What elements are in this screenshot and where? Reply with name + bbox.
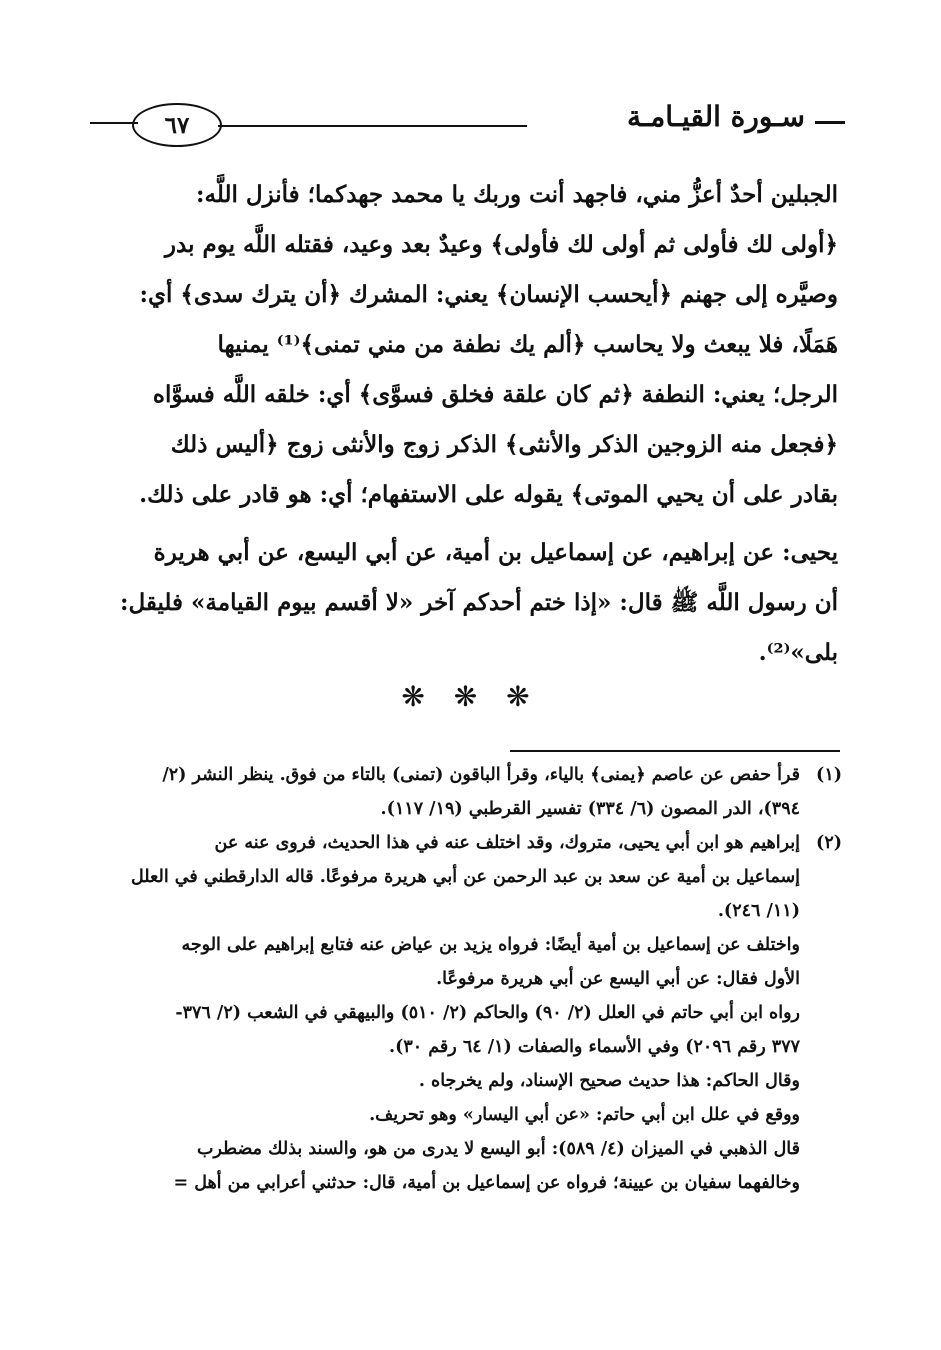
page-header [90, 78, 845, 178]
header-rule-left [90, 122, 138, 124]
text-line: هَمَلًا، فلا يبعث ولا يحاسب ﴿ألم يك نطفة من مني تمنى﴾⁽¹⁾ يمنيها [217, 331, 838, 358]
text-line: الجبلين أحدٌ أعزُّ مني، فاجهد أنت وربك يا محمد جهدكما؛ فأنزل اللَّه: [196, 181, 838, 208]
footnote-2 [100, 826, 842, 928]
header-rule [218, 125, 527, 127]
text-line: ﴿أولى لك فأولى ثم أولى لك فأولى﴾ وعيدٌ بعد وعيد، فقتله اللَّه يوم بدر [164, 231, 838, 258]
text-line: وصيَّره إلى جهنم ﴿أيحسب الإنسان﴾ يعني: المشرك ﴿أن يترك سدى﴾ أي: [139, 281, 838, 308]
footnote-line: ٣٩٤)، الدر المصون (٦/ ٣٣٤) تفسير القرطبي (١٩/ ١١٧). [380, 799, 800, 819]
text-line: ﴿فجعل منه الزوجين الذكر والأنثى﴾ الذكر زوج والأنثى زوج ﴿أليس ذلك [170, 431, 838, 458]
page-number: ٦٧ [132, 103, 222, 147]
text-line: أن رسول اللَّه ﷺ قال: «إذا ختم أحدكم آخر «لا أقسم بيوم القيامة» فليقل: [119, 589, 838, 616]
text-line [100, 528, 838, 578]
text-line: بلى»⁽²⁾. [758, 639, 838, 666]
footnote-line: ووقع في علل ابن أبي حاتم: «عن أبي اليسار» وهو تحريف. [369, 1105, 800, 1125]
footnote-line: إبراهيم هو ابن أبي يحيى، متروك، وقد اختلف عنه في هذا الحديث، فروى عنه عن [214, 833, 800, 853]
section-separator: ❋ ❋ ❋ [401, 680, 540, 713]
hadith-text: عن إبراهيم، عن إسماعيل بن أمية، عن أبي اليسع، عن أبي هريرة [153, 539, 783, 566]
header-dash [815, 121, 845, 124]
footnote-line: (١١/ ٢٤٦). [717, 901, 800, 921]
footnote-number: (١) [816, 765, 842, 785]
footnote-line: الأول فقال: عن أبي اليسع عن أبي هريرة مرفوعًا. [436, 969, 800, 989]
text-line: بقادر على أن يحيي الموتى﴾ يقوله على الاستفهام؛ أي: هو قادر على ذلك. [139, 481, 838, 508]
footnote-1 [100, 758, 842, 826]
footnote-line: قرأ حفص عن عاصم ﴿يمنى﴾ بالياء، وقرأ الباقون (تمنى) بالتاء من فوق. ينظر النشر (٢/ [162, 765, 800, 785]
footnote-line: وقال الحاكم: هذا حديث صحيح الإسناد، ولم يخرجاه . [418, 1071, 800, 1091]
footnote-line: واختلف عن إسماعيل بن أمية أيضًا: فرواه يزيد بن عياض عنه فتابع إبراهيم على الوجه [181, 935, 800, 955]
surah-title: سـورة القيـامـة [627, 100, 805, 133]
tafsir-paragraph [100, 170, 838, 520]
footnote-line: وخالفهما سفيان بن عيينة؛ فرواه عن إسماعيل بن أمية، قال: حدثني أعرابي من أهل = [173, 1173, 800, 1193]
text-line: الرجل؛ يعني: النطفة ﴿ثم كان علقة فخلق فسوَّى﴾ أي: خلقه اللَّه فسوَّاه [152, 381, 838, 408]
footnote-body [100, 758, 800, 826]
speaker-label: يحيى: [782, 539, 838, 566]
main-text [100, 170, 838, 678]
footnote-number: (٢) [816, 833, 842, 853]
hadith-paragraph [100, 528, 838, 678]
footnote-body [100, 826, 800, 928]
footnote-line: رواه ابن أبي حاتم في العلل (٢/ ٩٠) والحاكم (٢/ ٥١٠) والبيهقي في الشعب (٢/ ٣٧٦- [175, 1003, 800, 1023]
footnotes [100, 758, 842, 1200]
footnote-rule [510, 750, 840, 752]
footnote-line: قال الذهبي في الميزان (٤/ ٥٨٩): أبو اليسع لا يدرى من هو، والسند بذلك مضطرب [197, 1139, 800, 1159]
footnote-line: ٣٧٧ رقم ٢٠٩٦) وفي الأسماء والصفات (١/ ٦٤ رقم ٣٠). [388, 1037, 800, 1057]
footnote-line: إسماعيل بن أمية عن سعد بن عبد الرحمن عن أبي هريرة مرفوعًا. قاله الدارقطني في العلل [131, 867, 800, 887]
